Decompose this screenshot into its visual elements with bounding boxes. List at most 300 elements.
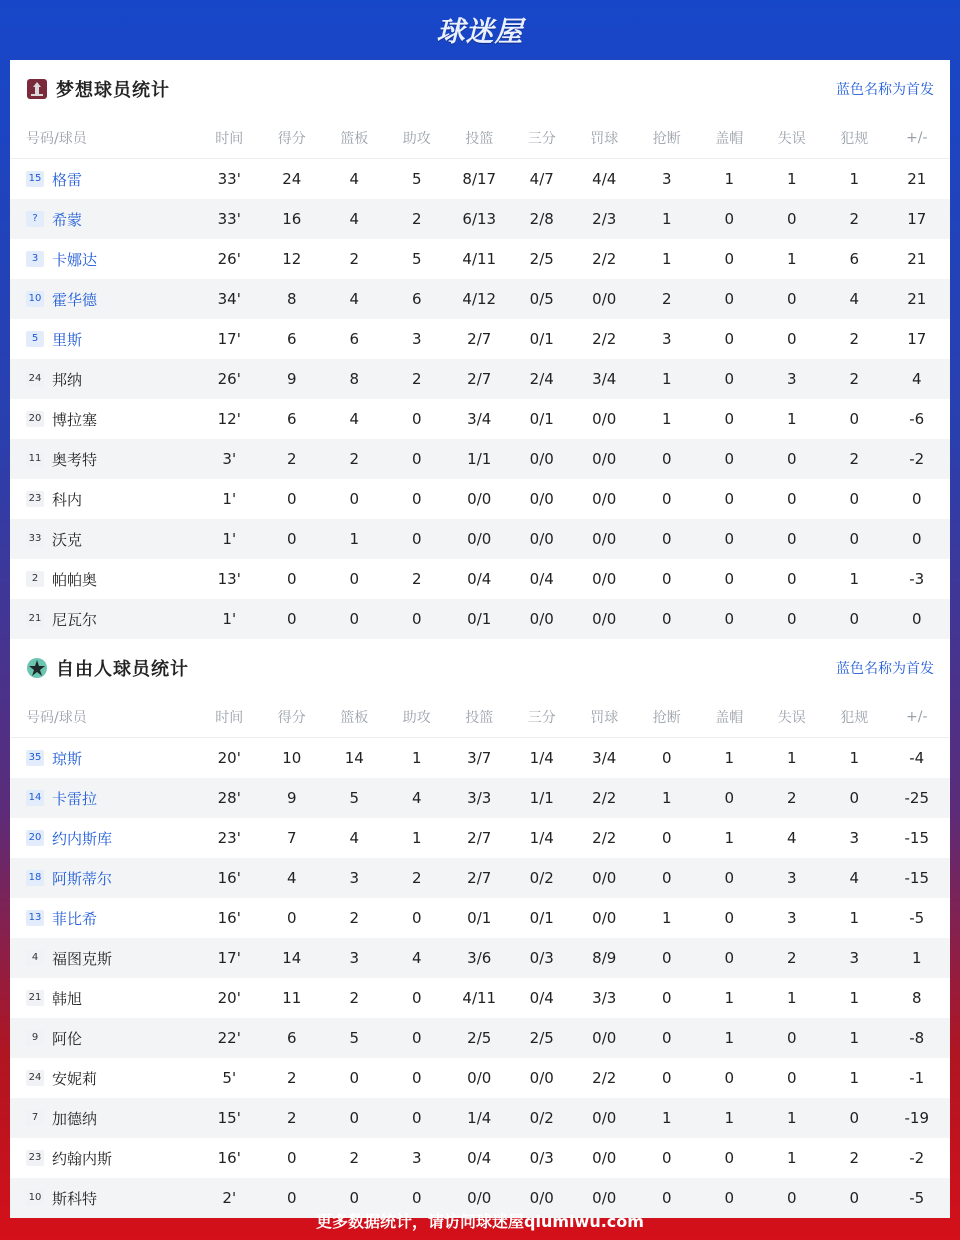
stat-cell: 3/7 (467, 749, 492, 767)
table-row[interactable] (10, 978, 950, 1018)
stat-cell: 1 (786, 749, 797, 767)
player-name[interactable]: 希蒙 (52, 210, 83, 229)
column-header[interactable]: 篮板 (340, 710, 369, 726)
stat-cell: 0 (724, 1189, 735, 1207)
jersey-number: 33 (26, 531, 44, 547)
player-name[interactable]: 卡娜达 (52, 250, 98, 269)
stat-cell: 0 (411, 909, 422, 927)
stat-cell: 0 (661, 450, 672, 468)
stat-cell: -5 (909, 909, 925, 927)
stat-cell: 4/11 (462, 989, 497, 1007)
stat-cell: 1 (849, 749, 860, 767)
stat-cell: 0/0 (592, 530, 617, 548)
table-row[interactable] (10, 479, 950, 519)
player-name[interactable]: 卡雷拉 (52, 789, 98, 808)
table-row[interactable] (10, 778, 950, 818)
stat-cell: 4 (411, 789, 422, 807)
jersey-number: 21 (26, 990, 44, 1006)
stat-cell: 0/4 (467, 570, 492, 588)
stat-cell: 4/12 (462, 290, 497, 308)
stat-cell: 8 (911, 989, 922, 1007)
stat-cell: 0 (286, 1189, 297, 1207)
table-row[interactable] (10, 1018, 950, 1058)
column-header[interactable]: 助攻 (402, 710, 431, 726)
stat-cell: -3 (909, 570, 925, 588)
stat-cell: 0/4 (529, 989, 554, 1007)
stat-cell: 6 (286, 330, 297, 348)
column-header[interactable]: 得分 (277, 131, 306, 147)
stat-cell: 2/8 (529, 210, 554, 228)
table-row[interactable] (10, 279, 950, 319)
player-name[interactable]: 博拉塞 (52, 410, 98, 429)
stat-cell: 0 (724, 290, 735, 308)
stat-cell: 1/4 (529, 829, 554, 847)
table-row[interactable] (10, 1058, 950, 1098)
stat-cell: 0 (411, 989, 422, 1007)
stat-cell: 1 (786, 250, 797, 268)
stat-cell: 0 (786, 1069, 797, 1087)
stat-cell: 0 (349, 1069, 360, 1087)
jersey-number: 20 (26, 411, 44, 427)
stat-cell: 0 (849, 490, 860, 508)
stat-cell: -15 (904, 869, 929, 887)
stat-cell: -2 (909, 1149, 925, 1167)
jersey-number: 3 (26, 251, 44, 267)
stat-cell: 1 (786, 1149, 797, 1167)
column-header[interactable]: 得分 (277, 710, 306, 726)
player-cell[interactable] (10, 868, 198, 889)
stat-cell: 0 (911, 530, 922, 548)
column-header[interactable]: 篮板 (340, 131, 369, 147)
stat-cell: 6 (286, 410, 297, 428)
stat-cell: 7 (286, 829, 297, 847)
player-cell[interactable] (10, 988, 198, 1009)
player-name[interactable]: 约内斯库 (52, 829, 113, 848)
stat-cell: 2 (349, 989, 360, 1007)
stat-cell: 2/7 (467, 370, 492, 388)
player-name[interactable]: 邦纳 (52, 370, 83, 389)
stat-cell: 1 (849, 570, 860, 588)
column-header[interactable]: 抢断 (652, 131, 681, 147)
stat-cell: 0/0 (467, 530, 492, 548)
brand-bar (0, 0, 960, 60)
stat-cell: 0 (786, 530, 797, 548)
stat-cell: 0 (724, 570, 735, 588)
stat-cell: 0 (349, 490, 360, 508)
stat-cell: 0 (724, 330, 735, 348)
table-row[interactable] (10, 359, 950, 399)
table-row[interactable] (10, 439, 950, 479)
jersey-number: 9 (26, 1030, 44, 1046)
table-row[interactable] (10, 199, 950, 239)
stat-cell: 0 (661, 490, 672, 508)
column-header[interactable]: 助攻 (402, 131, 431, 147)
stat-cell: 14 (344, 749, 364, 767)
stat-cell: 1' (222, 530, 237, 548)
player-cell[interactable] (10, 489, 198, 510)
stat-cell: 0 (724, 610, 735, 628)
starter-legend: 蓝色名称为首发 (836, 82, 934, 98)
player-cell[interactable] (10, 748, 198, 769)
column-header[interactable]: 盖帽 (715, 710, 744, 726)
stat-cell: 0/1 (529, 909, 554, 927)
stat-cell: 0 (786, 490, 797, 508)
stat-cell: 0 (724, 530, 735, 548)
stat-cell: 2 (286, 450, 297, 468)
stat-cell: 0 (349, 570, 360, 588)
stat-cell: 0 (849, 1109, 860, 1127)
team-section (10, 639, 950, 1218)
stat-cell: 0/5 (529, 290, 554, 308)
starter-legend: 蓝色名称为首发 (836, 661, 934, 677)
stat-cell: 3 (349, 869, 360, 887)
stat-cell: 0/2 (529, 1109, 554, 1127)
table-row[interactable] (10, 319, 950, 359)
stat-cell: 3/4 (592, 749, 617, 767)
stat-cell: 2 (349, 250, 360, 268)
column-header[interactable]: 犯规 (840, 710, 869, 726)
stat-cell: 2 (349, 909, 360, 927)
stat-cell: 2 (849, 1149, 860, 1167)
stat-cell: 4 (349, 829, 360, 847)
stat-cell: 3 (661, 330, 672, 348)
player-name[interactable]: 科内 (52, 490, 83, 509)
player-cell[interactable] (10, 529, 198, 550)
stat-cell: 16 (282, 210, 302, 228)
stat-cell: 5 (349, 1029, 360, 1047)
stat-cell: 0 (724, 1069, 735, 1087)
stat-cell: 0/1 (529, 410, 554, 428)
table-row[interactable] (10, 818, 950, 858)
stat-cell: 1 (661, 1109, 672, 1127)
stat-cell: 0/0 (592, 450, 617, 468)
column-header[interactable]: 号码/球员 (26, 710, 87, 726)
player-name[interactable]: 奥考特 (52, 450, 98, 469)
stat-cell: 21 (907, 250, 927, 268)
team-section (10, 60, 950, 639)
stat-cell: 0 (849, 410, 860, 428)
stat-cell: 17' (217, 949, 241, 967)
stat-cell: 1 (911, 949, 922, 967)
jersey-number: 35 (26, 750, 44, 766)
player-name[interactable]: 斯科特 (52, 1189, 98, 1208)
stat-cell: 8/9 (592, 949, 617, 967)
player-cell[interactable] (10, 948, 198, 969)
stat-cell: 2/2 (592, 250, 617, 268)
stat-cell: 10 (282, 749, 302, 767)
stat-cell: 0 (786, 210, 797, 228)
jersey-number: 24 (26, 371, 44, 387)
stat-cell: 0/3 (529, 949, 554, 967)
stat-cell: 3 (849, 829, 860, 847)
stat-cell: 3' (222, 450, 237, 468)
column-header[interactable]: 失误 (777, 131, 806, 147)
stat-cell: 0/3 (529, 1149, 554, 1167)
stat-cell: 0 (661, 530, 672, 548)
stat-cell: 0 (411, 1029, 422, 1047)
stat-cell: 0/4 (529, 570, 554, 588)
stat-cell: 2 (411, 210, 422, 228)
player-cell[interactable] (10, 329, 198, 350)
stat-cell: -8 (909, 1029, 925, 1047)
stat-cell: 1 (724, 749, 735, 767)
stat-cell: 3 (786, 909, 797, 927)
column-header[interactable]: 失误 (777, 710, 806, 726)
jersey-number: 10 (26, 1190, 44, 1206)
jersey-number: 21 (26, 611, 44, 627)
stat-cell: 1 (411, 749, 422, 767)
column-header[interactable]: 号码/球员 (26, 131, 87, 147)
stat-cell: 21 (907, 170, 927, 188)
table-row[interactable] (10, 159, 950, 199)
player-name[interactable]: 加德纳 (52, 1109, 98, 1128)
jersey-number: 5 (26, 331, 44, 347)
table-row[interactable] (10, 1138, 950, 1178)
stat-cell: 2 (849, 370, 860, 388)
column-header[interactable]: 犯规 (840, 131, 869, 147)
stat-cell: 0/4 (467, 1149, 492, 1167)
player-cell[interactable] (10, 1108, 198, 1129)
stat-cell: -19 (904, 1109, 929, 1127)
stat-cell: 0 (849, 1189, 860, 1207)
player-name[interactable]: 阿伦 (52, 1029, 83, 1048)
stat-cell: 0 (786, 570, 797, 588)
player-cell[interactable] (10, 1148, 198, 1169)
stats-card (10, 60, 950, 1208)
column-header[interactable]: 三分 (527, 710, 556, 726)
stat-cell: 0 (724, 1149, 735, 1167)
stat-cell: 1 (661, 210, 672, 228)
stat-cell: 11 (282, 989, 302, 1007)
stat-cell: 1 (849, 1029, 860, 1047)
stat-cell: 1/4 (529, 749, 554, 767)
player-cell[interactable] (10, 569, 198, 590)
stat-cell: 0/1 (467, 909, 492, 927)
stat-cell: 4/7 (529, 170, 554, 188)
stat-cell: 0 (349, 610, 360, 628)
player-name[interactable]: 安妮莉 (52, 1069, 98, 1088)
table-row[interactable] (10, 1098, 950, 1138)
stat-cell: 8 (286, 290, 297, 308)
stat-cell: 0 (661, 610, 672, 628)
table-row[interactable] (10, 738, 950, 778)
stat-cell: 1 (849, 170, 860, 188)
column-header[interactable]: +/- (906, 709, 928, 725)
stat-cell: 0 (411, 410, 422, 428)
column-header[interactable]: 投篮 (465, 131, 494, 147)
stat-cell: 0 (849, 789, 860, 807)
column-header[interactable]: 时间 (215, 131, 244, 147)
player-cell[interactable] (10, 1068, 198, 1089)
player-name[interactable]: 菲比希 (52, 909, 98, 928)
stat-cell: 4 (411, 949, 422, 967)
stat-cell: 3 (786, 869, 797, 887)
table-row[interactable] (10, 858, 950, 898)
stat-cell: 0 (411, 1109, 422, 1127)
player-cell[interactable] (10, 449, 198, 470)
stat-cell: 3/4 (467, 410, 492, 428)
player-cell[interactable] (10, 209, 198, 230)
footer-banner[interactable] (0, 1200, 960, 1240)
stat-cell: 2' (222, 1189, 237, 1207)
jersey-number: 18 (26, 870, 44, 886)
stat-cell: 2/7 (467, 869, 492, 887)
table-row[interactable] (10, 239, 950, 279)
stat-cell: 1 (724, 829, 735, 847)
stat-cell: 0/0 (529, 490, 554, 508)
column-header[interactable]: 抢断 (652, 710, 681, 726)
stat-cell: 2 (349, 1149, 360, 1167)
stat-cell: -25 (904, 789, 929, 807)
stat-cell: 2/5 (529, 1029, 554, 1047)
stat-cell: 26' (217, 250, 241, 268)
stat-cell: 0/0 (592, 290, 617, 308)
player-cell[interactable] (10, 369, 198, 390)
stat-cell: 0 (786, 1189, 797, 1207)
table-row[interactable] (10, 559, 950, 599)
table-row[interactable] (10, 599, 950, 639)
player-cell[interactable] (10, 289, 198, 310)
player-cell[interactable] (10, 409, 198, 430)
stat-cell: 0/0 (592, 610, 617, 628)
stat-cell: 2/2 (592, 789, 617, 807)
stat-cell: 9 (286, 789, 297, 807)
column-header[interactable]: 罚球 (590, 131, 619, 147)
stat-cell: 0 (286, 610, 297, 628)
table-row[interactable] (10, 399, 950, 439)
stat-cell: 0 (786, 610, 797, 628)
stat-cell: 0 (411, 1189, 422, 1207)
stat-cell: 17' (217, 330, 241, 348)
stat-cell: 33' (217, 210, 241, 228)
stat-cell: 12 (282, 250, 302, 268)
stat-cell: 0 (286, 570, 297, 588)
jersey-number: 11 (26, 451, 44, 467)
player-name[interactable]: 福图克斯 (52, 949, 113, 968)
stat-cell: 2 (286, 1109, 297, 1127)
stat-cell: 0 (724, 490, 735, 508)
table-row[interactable] (10, 938, 950, 978)
player-name[interactable]: 沃克 (52, 530, 83, 549)
stat-cell: 1 (661, 370, 672, 388)
player-name[interactable]: 约翰内斯 (52, 1149, 113, 1168)
player-cell[interactable] (10, 908, 198, 929)
stat-cell: 0 (411, 610, 422, 628)
stat-cell: 4 (349, 170, 360, 188)
stat-cell: 0 (661, 749, 672, 767)
player-name[interactable]: 尼瓦尔 (52, 610, 98, 629)
stat-cell: 0/0 (592, 1029, 617, 1047)
stat-cell: 2/7 (467, 330, 492, 348)
stat-cell: 1 (849, 989, 860, 1007)
stat-cell: 0 (286, 530, 297, 548)
stat-cell: 6 (286, 1029, 297, 1047)
jersey-number: 13 (26, 910, 44, 926)
player-cell[interactable] (10, 249, 198, 270)
stat-cell: 5' (222, 1069, 237, 1087)
stat-cell: 0/0 (529, 1069, 554, 1087)
stat-cell: 2 (786, 949, 797, 967)
stat-cell: 0/0 (467, 1069, 492, 1087)
stat-cell: 1 (786, 410, 797, 428)
player-name[interactable]: 格雷 (52, 170, 83, 189)
player-name[interactable]: 韩旭 (52, 989, 83, 1008)
stat-cell: 0/0 (529, 1189, 554, 1207)
stat-cell: 0 (661, 869, 672, 887)
stat-cell: -5 (909, 1189, 925, 1207)
stat-cell: 1 (661, 250, 672, 268)
stat-cell: 0 (724, 869, 735, 887)
stat-cell: 3/3 (592, 989, 617, 1007)
player-name[interactable]: 阿斯蒂尔 (52, 869, 113, 888)
player-cell[interactable] (10, 828, 198, 849)
stat-cell: 4/11 (462, 250, 497, 268)
stat-cell: 3/3 (467, 789, 492, 807)
jersey-number: 10 (26, 291, 44, 307)
stat-cell: 1 (724, 989, 735, 1007)
player-cell[interactable] (10, 609, 198, 630)
column-header[interactable]: 投篮 (465, 710, 494, 726)
stat-cell: 3 (849, 949, 860, 967)
player-name[interactable]: 里斯 (52, 330, 83, 349)
stat-cell: -2 (909, 450, 925, 468)
player-cell[interactable] (10, 169, 198, 190)
stat-cell: 8 (349, 370, 360, 388)
player-name[interactable]: 霍华德 (52, 290, 98, 309)
stat-cell: 0 (286, 1149, 297, 1167)
stat-cell: 0/0 (467, 490, 492, 508)
column-header[interactable]: 三分 (527, 131, 556, 147)
jersey-number: 23 (26, 491, 44, 507)
stat-cell: -1 (909, 1069, 925, 1087)
stat-cell: 0 (349, 1109, 360, 1127)
stat-cell: 17 (907, 330, 927, 348)
column-header[interactable]: 时间 (215, 710, 244, 726)
stat-cell: -4 (909, 749, 925, 767)
player-cell[interactable] (10, 1028, 198, 1049)
stat-cell: 2/2 (592, 829, 617, 847)
team-header (10, 60, 950, 118)
player-name[interactable]: 帕帕奥 (52, 570, 98, 589)
stat-cell: 16' (217, 869, 241, 887)
stat-cell: 0 (661, 949, 672, 967)
stat-cell: 3/6 (467, 949, 492, 967)
stat-cell: 0/0 (592, 1109, 617, 1127)
stat-cell: 0/1 (529, 330, 554, 348)
stat-cell: 0 (286, 909, 297, 927)
player-name[interactable]: 琼斯 (52, 749, 83, 768)
stat-cell: 2/5 (529, 250, 554, 268)
team-title: 梦想球员统计 (56, 80, 170, 101)
player-cell[interactable] (10, 788, 198, 809)
team-title: 自由人球员统计 (56, 659, 189, 680)
column-header[interactable]: 盖帽 (715, 131, 744, 147)
dream-team-logo-icon (26, 78, 48, 100)
team-header (10, 639, 950, 697)
table-row[interactable] (10, 898, 950, 938)
stat-cell: 15' (217, 1109, 241, 1127)
stat-cell: 1/4 (467, 1109, 492, 1127)
stat-cell: 34' (217, 290, 241, 308)
column-header[interactable]: 罚球 (590, 710, 619, 726)
stat-cell: 1 (724, 1109, 735, 1127)
stat-cell: 13' (217, 570, 241, 588)
table-row[interactable] (10, 519, 950, 559)
stat-cell: -15 (904, 829, 929, 847)
stat-cell: 2 (411, 570, 422, 588)
column-header[interactable]: +/- (906, 130, 928, 146)
stat-cell: 4 (849, 290, 860, 308)
